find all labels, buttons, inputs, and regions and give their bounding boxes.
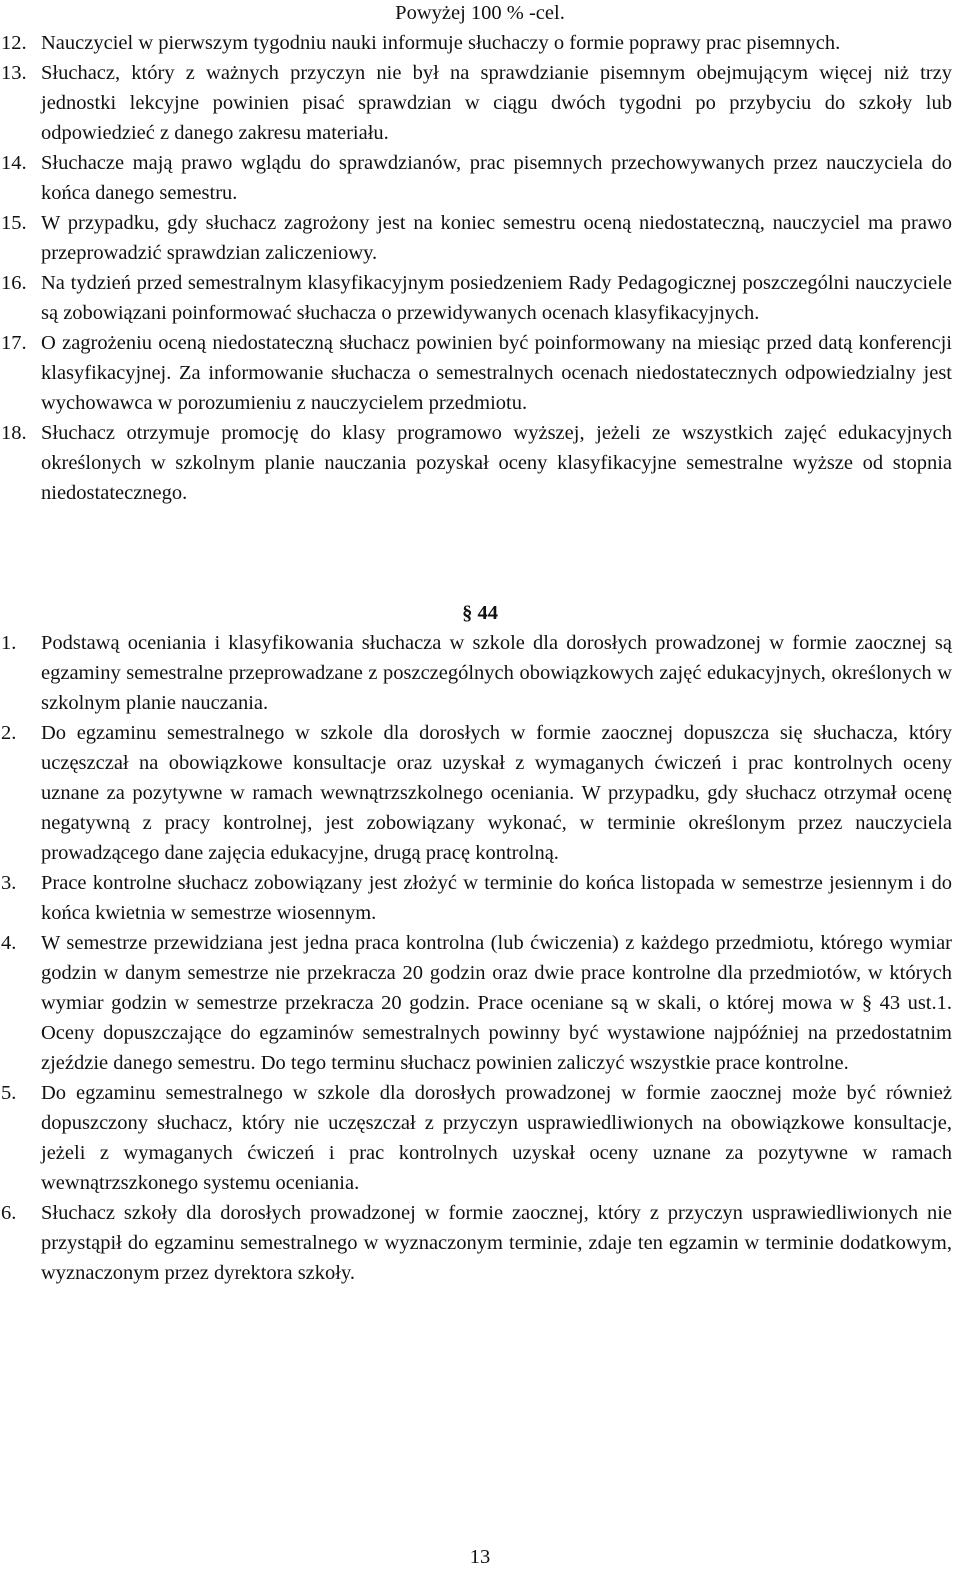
numbered-list-rules (0, 28, 960, 508)
item-text: Słuchacz szkoły dla dorosłych prowadzonej w formie zaocznej, który z przyczyn usprawiedliwionych nie przystąpił do egzaminu semestralnego w wyznaczonym terminie, zdaje ten egzamin w terminie dodatkowym, wyznaczonym przez dyrektora szkoły. (41, 1202, 952, 1284)
page-number: 13 (469, 1546, 491, 1568)
item-text: W przypadku, gdy słuchacz zagrożony jest na koniec semestru oceną niedostateczną, nauczyciel ma prawo przeprowadzić sprawdzian zaliczeniowy. (41, 212, 952, 264)
item-text: W semestrze przewidziana jest jedna praca kontrolna (lub ćwiczenia) z każdego przedmiotu, którego wymiar godzin w danym semestrze nie przekracza 20 godzin oraz dwie prace kontrolne dla przedmiotów, w których wymiar godzin w semestrze przekracza 20 godzin. Prace oceniane są w skali, o której mowa w § 43 ust.1. Oceny dopuszczające do egzaminów semestralnych powinny być wystawione najpóźniej na przedostatnim zjeździe danego semestru. Do tego terminu słuchacz powinien zaliczyć wszystkie prace kontrolne. (41, 932, 952, 1074)
item-number: 2. (1, 722, 17, 744)
list-item (0, 28, 960, 58)
item-number: 18. (1, 422, 27, 444)
item-text: Podstawą oceniania i klasyfikowania słuchacza w szkole dla dorosłych prowadzonej w formie zaocznej są egzaminy semestralne przeprowadzane z poszczególnych obowiązkowych zajęć edukacyjnych, określonych w szkolnym planie nauczania. (41, 632, 952, 714)
item-number: 17. (1, 332, 27, 354)
item-number: 6. (1, 1202, 17, 1224)
numbered-list-section-44 (0, 628, 960, 1288)
list-item (0, 1198, 960, 1288)
item-text: Prace kontrolne słuchacz zobowiązany jest złożyć w terminie do końca listopada w semestrze jesiennym i do końca kwietnia w semestrze wiosennym. (41, 872, 952, 924)
item-text: Słuchacze mają prawo wglądu do sprawdzianów, prac pisemnych przechowywanych przez nauczyciela do końca danego semestru. (41, 152, 952, 204)
item-number: 15. (1, 212, 27, 234)
item-number: 1. (1, 632, 17, 654)
list-item (0, 418, 960, 508)
list-item (0, 328, 960, 418)
item-number: 4. (1, 932, 17, 954)
list-item (0, 148, 960, 208)
list-item (0, 628, 960, 718)
item-number: 5. (1, 1082, 17, 1104)
item-text: Na tydzień przed semestralnym klasyfikacyjnym posiedzeniem Rady Pedagogicznej poszczególni nauczyciele są zobowiązani poinformować słuchacza o przewidywanych ocenach klasyfikacyjnych. (41, 272, 952, 324)
list-item (0, 208, 960, 268)
item-text: Do egzaminu semestralnego w szkole dla dorosłych w formie zaocznej dopuszcza się słuchacza, który uczęszczał na obowiązkowe konsultacje oraz uzyskał z wymaganych ćwiczeń i prac kontrolnych oceny uznane za pozytywne w ramach wewnątrzszkolnego oceniania. W przypadku, gdy słuchacz otrzymał ocenę negatywną z pracy kontrolnej, jest zobowiązany wykonać, w terminie określonym przez nauczyciela prowadzącego dane zajęcia edukacyjne, drugą pracę kontrolną. (41, 722, 952, 864)
list-item (0, 868, 960, 928)
item-text: Słuchacz otrzymuje promocję do klasy programowo wyższej, jeżeli ze wszystkich zajęć edukacyjnych określonych w szkolnym planie nauczania pozyskał oceny klasyfikacyjne semestralne wyższe od stopnia niedostatecznego. (41, 422, 952, 504)
list-item (0, 268, 960, 328)
list-item (0, 718, 960, 868)
list-item (0, 1078, 960, 1198)
list-item (0, 58, 960, 148)
item-number: 13. (1, 62, 27, 84)
item-number: 12. (1, 32, 27, 54)
item-text: Do egzaminu semestralnego w szkole dla dorosłych prowadzonej w formie zaocznej może być również dopuszczony słuchacz, który nie uczęszczał z przyczyn usprawiedliwionych na obowiązkowe konsultacje, jeżeli z wymaganych ćwiczeń i prac kontrolnych uzyskał oceny uznane za pozytywne w ramach wewnątrzszkonego systemu oceniania. (41, 1082, 952, 1194)
item-text: O zagrożeniu oceną niedostateczną słuchacz powinien być poinformowany na miesiąc przed datą konferencji klasyfikacyjnej. Za informowanie słuchacza o semestralnych ocenach niedostatecznych odpowiedzialny jest wychowawca w porozumieniu z nauczycielem przedmiotu. (41, 332, 952, 414)
item-number: 3. (1, 872, 17, 894)
section-heading: § 44 (462, 602, 498, 624)
continued-line: Powyżej 100 % -cel. (395, 2, 565, 24)
item-text: Nauczyciel w pierwszym tygodniu nauki informuje słuchaczy o formie poprawy prac pisemnych. (41, 32, 841, 54)
item-number: 14. (1, 152, 27, 174)
list-item (0, 928, 960, 1078)
item-text: Słuchacz, który z ważnych przyczyn nie był na sprawdzianie pisemnym obejmującym więcej niż trzy jednostki lekcyjne powinien pisać sprawdzian w ciągu dwóch tygodni po przybyciu do szkoły lub odpowiedzieć z danego zakresu materiału. (41, 62, 952, 144)
item-number: 16. (1, 272, 27, 294)
